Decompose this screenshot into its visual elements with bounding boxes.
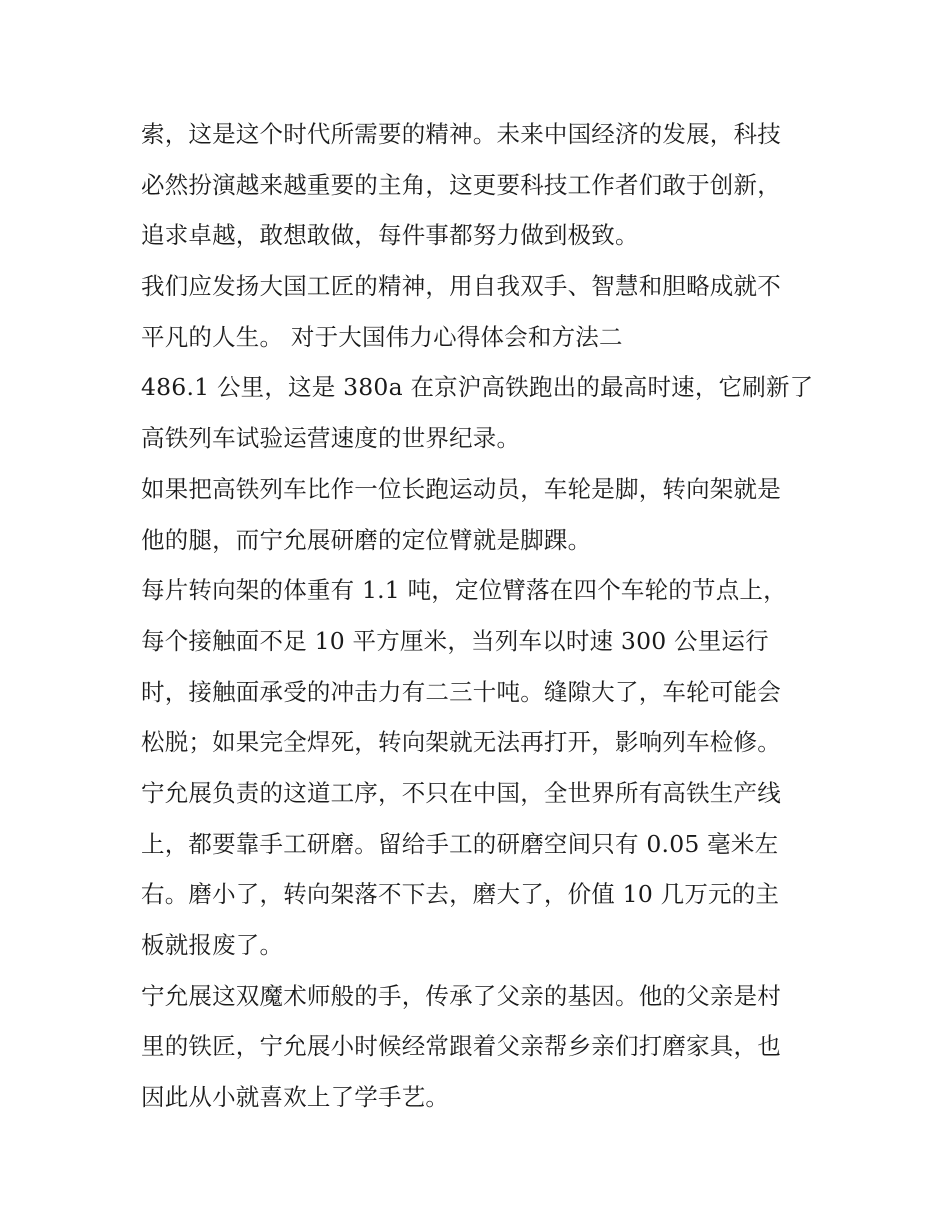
text-line: 我们应发扬大国工匠的精神，用自我双手、智慧和胆略成就不 (141, 272, 781, 301)
text-line: 必然扮演越来越重要的主角，这更要科技工作者们敢于创新， (141, 170, 781, 199)
text-line: 平凡的人生。 对于大国伟力心得体会和方法二 (141, 322, 623, 351)
text-line: 他的腿，而宁允展研磨的定位臂就是脚踝。 (141, 525, 592, 554)
text-line: 486.1 公里，这是 380a 在京沪高铁跑出的最高时速，它刷新了 (141, 373, 814, 402)
text-line: 里的铁匠，宁允展小时候经常跟着父亲帮乡亲们打磨家具，也 (141, 1032, 781, 1061)
text-line: 上，都要靠手工研磨。留给手工的研磨空间只有 0.05 毫米左 (141, 829, 779, 858)
text-line: 板就报废了。 (141, 931, 284, 959)
document-body (141, 109, 821, 1123)
text-line: 索，这是这个时代所需要的精神。未来中国经济的发展，科技 (141, 120, 781, 148)
text-line: 时，接触面承受的冲击力有二三十吨。缝隙大了，车轮可能会 (141, 677, 781, 706)
text-line: 宁允展这双魔术师般的手，传承了父亲的基因。他的父亲是村 (141, 981, 781, 1010)
text-line: 因此从小就喜欢上了学手艺。 (141, 1083, 450, 1112)
text-line: 每个接触面不足 10 平方厘米，当列车以时速 300 公里运行 (141, 626, 769, 655)
text-line: 高铁列车试验运营速度的世界纪录。 (141, 424, 521, 453)
text-line: 如果把高铁列车比作一位长跑运动员，车轮是脚，转向架就是 (141, 474, 781, 503)
text-line: 每片转向架的体重有 1.1 吨，定位臂落在四个车轮的节点上， (141, 576, 787, 605)
text-line: 追求卓越，敢想敢做，每件事都努力做到极致。 (141, 221, 639, 250)
text-line: 右。磨小了，转向架落不下去，磨大了，价值 10 几万元的主 (141, 880, 780, 909)
text-line: 松脱；如果完全焊死，转向架就无法再打开，影响列车检修。 (141, 728, 781, 757)
text-line: 宁允展负责的这道工序，不只在中国，全世界所有高铁生产线 (141, 778, 781, 807)
